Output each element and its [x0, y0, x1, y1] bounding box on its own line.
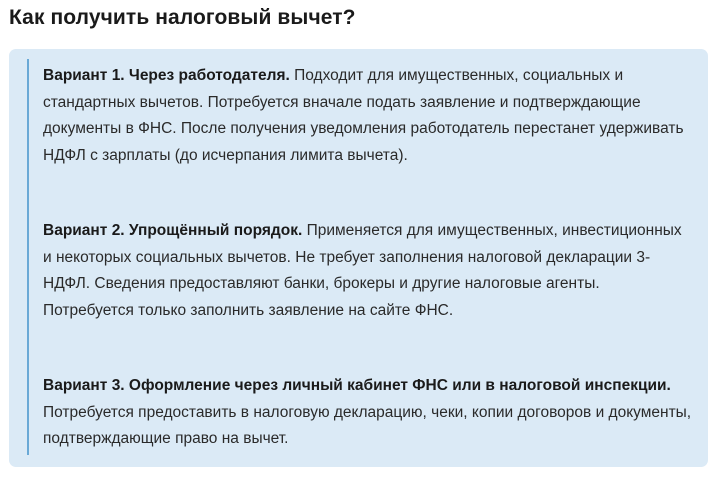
variant-1-paragraph: [43, 63, 693, 169]
variant-2-heading: Вариант 2. Упрощённый порядок.: [43, 222, 303, 239]
variant-3-text: Потребуется предоставить в налоговую декларацию, чеки, копии договоров и документы, подтверждающие право на вычет.: [43, 403, 692, 447]
variant-1-heading: Вариант 1. Через работодателя.: [43, 67, 290, 84]
accent-bar: [27, 59, 29, 455]
variant-3-heading: Вариант 3. Оформление через личный кабинет ФНС или в налоговой инспекции.: [43, 377, 671, 394]
variant-2-paragraph: [43, 218, 693, 324]
variant-3-paragraph: [43, 373, 693, 453]
variant-2-text: Применяется для имущественных, инвестиционных и некоторых социальных вычетов. Не требует заполнения налоговой декларации 3-НДФЛ. Сведения предоставляют банки, брокеры и другие налоговые агенты. Потребуется только заполнить заявление на сайте ФНС.: [43, 222, 682, 319]
page-title: Как получить налоговый вычет?: [9, 6, 356, 29]
info-box: [9, 49, 708, 467]
variant-1-text: Подходит для имущественных, социальных и стандартных вычетов. Потребуется вначале подать заявление и подтверждающие документы в ФНС. После получения уведомления работодатель перестанет удерживать НДФЛ с зарплаты (до исчерпания лимита вычета).: [43, 67, 684, 164]
